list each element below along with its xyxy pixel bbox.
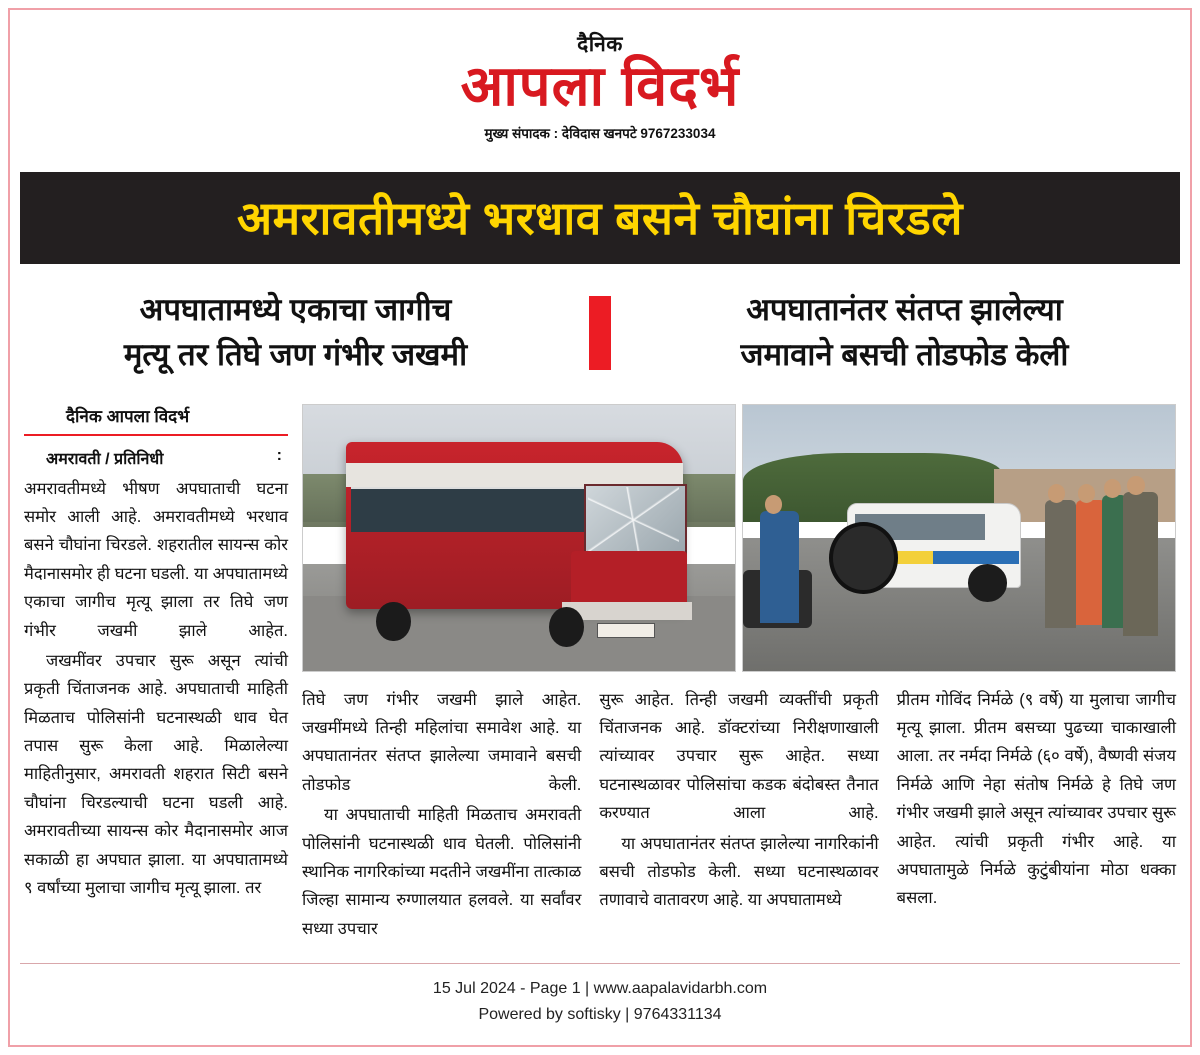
paragraph: जखमींवर उपचार सुरू असून त्यांची प्रकृती चिंताजनक आहे. अपघाताची माहिती मिळताच पोलिसांनी घटनास्थळी धाव घेत तपास सुरू केला आहे. मिळालेल्या माहितीनुसार, अमरावती शहरात सिटी बसने चौघांना चिरडल्याची घटना घडली आहे. अमरावतीच्या सायन्स कोर मैदानासमोर आज सकाळी हा अपघात झाला. या अपघातामध्ये ९ वर्षांच्या मुलाचा जागीच मृत्यू झाला. तर [24, 651, 288, 897]
masthead-title: आपला विदर्भ [460, 54, 740, 117]
paragraph: अमरावतीमध्ये भीषण अपघाताची घटना समोर आली आहे. अमरावतीमध्ये भरधाव बसने चौघांना चिरडले. शहरातील सायन्स कोर मैदानासमोर ही घटना घडली. या अपघातामध्ये एकाचा जागीच मृत्यू झाला तर तिघे जण गंभीर जखमी झाले आहेत. [24, 479, 288, 640]
subheadline-divider [589, 296, 611, 370]
subheadline-row [20, 288, 1180, 378]
subheadline-left-line1: अपघातामध्ये एकाचा जागीच [139, 291, 452, 327]
paragraph: या अपघाताची माहिती मिळताच अमरावती पोलिसांनी घटनास्थळी धाव घेतली. पोलिसांनी स्थानिक नागरिकांच्या मदतीने जखमींना तात्काळ जिल्हा सामान्य रुग्णालयात हलवले. या सर्वांवर सध्या उपचार [302, 806, 582, 938]
paragraph: प्रीतम गोविंद निर्मळे (९ वर्षे) या मुलाचा जागीच मृत्यू झाला. प्रीतम बसच्या पुढच्या चाकाखाली आला. तर नर्मदा निर्मळे (६० वर्षे), वैष्णवी संजय निर्मळे आणि नेहा संतोष निर्मळे हे तिघे जण गंभीर जखमी झाले असून त्यांच्यावर उपचार सुरू आहेत. त्यांची प्रकृती गंभीर आहे. या अपघातामुळे निर्मळे कुटुंबीयांना मोठा धक्का बसला. [896, 690, 1176, 908]
dateline-place: अमरावती / प्रतिनिधी [46, 450, 164, 468]
footer-date-source: 15 Jul 2024 - Page 1 | www.aapalavidarbh.com [432, 980, 768, 998]
photo-bus-accident [302, 404, 736, 672]
photo-police-scene [742, 404, 1176, 672]
dateline [24, 447, 288, 469]
page-footer [20, 963, 1180, 1027]
article-column-4 [897, 686, 1176, 945]
article-column-2 [302, 686, 581, 945]
photo-row [302, 404, 1176, 672]
article-column-3 [599, 686, 878, 945]
masthead-kicker: दैनिक [577, 33, 623, 56]
subheadline-right-line1: अपघातानंतर संतप्त झालेल्या [746, 291, 1063, 327]
dateline-colon: : [276, 446, 282, 464]
article-columns-2-4 [302, 686, 1176, 945]
article-column-1 [24, 404, 302, 945]
subheadline-right [631, 288, 1162, 378]
paragraph: सुरू आहेत. तिन्ही जखमी व्यक्तींची प्रकृती चिंताजनक आहे. डॉक्टरांच्या निरीक्षणाखाली त्यांच्यावर उपचार सुरू आहेत. सध्या घटनास्थळावर पोलिसांचा कडक बंदोबस्त तैनात करण्यात आला आहे. [599, 690, 879, 823]
article-body [20, 404, 1180, 945]
masthead [20, 18, 1180, 142]
article-right-area [302, 404, 1176, 945]
paragraph: तिघे जण गंभीर जखमी झाले आहेत. जखमींमध्ये तिन्ही महिलांचा समावेश आहे. या अपघातानंतर संतप्त झालेल्या जमावाने बसची तोडफोड केली. [302, 690, 582, 794]
paragraph: या अपघातानंतर संतप्त झालेल्या नागरिकांनी बसची तोडफोड केली. सध्या घटनास्थळावर तणावाचे वातावरण आहे. या अपघातामध्ये [599, 834, 879, 910]
masthead-subtitle: मुख्य संपादक : देविदास खनपटे 9767233034 [484, 125, 716, 141]
subheadline-left [38, 288, 569, 378]
main-headline-text: अमरावतीमध्ये भरधाव बसने चौघांना चिरडले [237, 191, 963, 244]
subheadline-right-line2: जमावाने बसची तोडफोड केली [740, 336, 1069, 372]
footer-powered-by: Powered by softisky | 9764331134 [478, 1005, 722, 1023]
subheadline-left-line2: मृत्यू तर तिघे जण गंभीर जखमी [123, 336, 468, 372]
main-headline-banner [20, 172, 1180, 264]
byline: दैनिक आपला विदर्भ [24, 404, 288, 436]
